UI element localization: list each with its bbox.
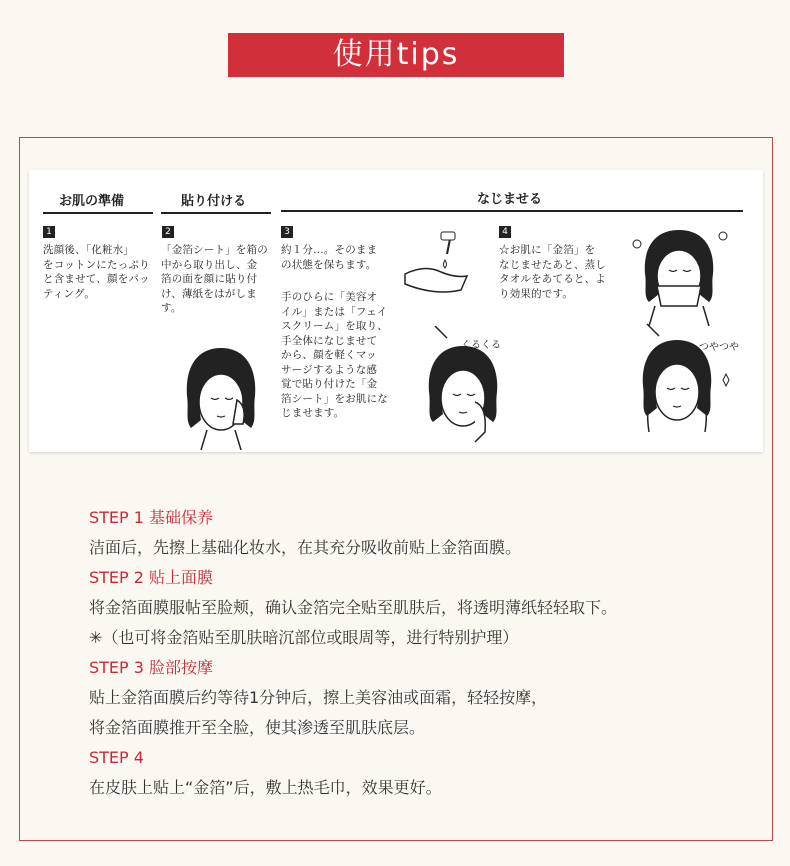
header-rule xyxy=(43,212,153,214)
step-line: 洁面后，先擦上基础化妆水，在其充分吸收前贴上金箔面膜。 xyxy=(89,538,522,557)
step-list xyxy=(89,503,749,803)
title-banner: 使用tips xyxy=(228,33,564,77)
step-title-1: STEP 1 基础保养 xyxy=(89,508,214,527)
step-title-4: STEP 4 xyxy=(89,748,144,767)
step-number-3: 3 xyxy=(281,226,293,238)
sfx-kurukuru: くるくる xyxy=(461,340,501,351)
step-number-4: 4 xyxy=(499,226,511,238)
step-number-2: 2 xyxy=(162,226,174,238)
header-blend: なじませる xyxy=(477,192,543,207)
header-prep: お肌の準備 xyxy=(59,194,125,209)
step-title-3: STEP 3 脸部按摩 xyxy=(89,658,214,677)
step-note: ✳（也可将金箔贴至肌肤暗沉部位或眼周等，进行特别护理） xyxy=(89,628,519,647)
step-4-text: ☆お肌に「金箔」を なじませたあと、蒸し タオルをあてると、よ り効果的です。 xyxy=(499,244,606,300)
step-line: 在皮肤上贴上“金箔”后，敷上热毛巾，效果更好。 xyxy=(89,778,442,797)
step-2-text: 「金箔シート」を箱の 中から取り出し、金 箔の面を顔に貼り付 け、薄紙をはがしま す。 xyxy=(161,244,268,314)
step-line: 将金箔面膜推开至全脸，使其渗透至肌肤底层。 xyxy=(89,718,426,737)
face-illustration-towel xyxy=(627,226,731,326)
header-apply: 貼り付ける xyxy=(181,194,247,209)
sfx-tsuyatsuya: つやつや xyxy=(699,342,739,353)
hand-oil-illustration xyxy=(401,230,471,300)
step-3-text-2: 手のひらに「美容オ イル」または「フェイ スクリーム」を取り、 手全体になじませて から、顔を軽くマッ サージするような感 覚で貼り付けた「金 箔シート」をお肌にな じませます。 xyxy=(281,291,388,419)
step-title-2: STEP 2 贴上面膜 xyxy=(89,568,214,587)
step-line: 将金箔面膜服帖至脸颊，确认金箔完全贴至肌肤后，将透明薄纸轻轻取下。 xyxy=(89,598,618,617)
step-line: 贴上金箔面膜后约等待1分钟后，擦上美容油或面霜，轻轻按摩， xyxy=(89,688,548,707)
step-3-text: 約１分…。そのまま の状態を保ちます。 xyxy=(281,244,378,271)
header-rule xyxy=(161,212,271,214)
step-1-text: 洗顔後、「化粧水」 をコットンにたっぷり と含ませて、顔をパッ ティング。 xyxy=(43,244,150,300)
instruction-photo xyxy=(29,170,763,452)
header-rule xyxy=(281,210,743,212)
face-illustration-apply xyxy=(177,340,265,450)
step-number-1: 1 xyxy=(43,226,55,238)
